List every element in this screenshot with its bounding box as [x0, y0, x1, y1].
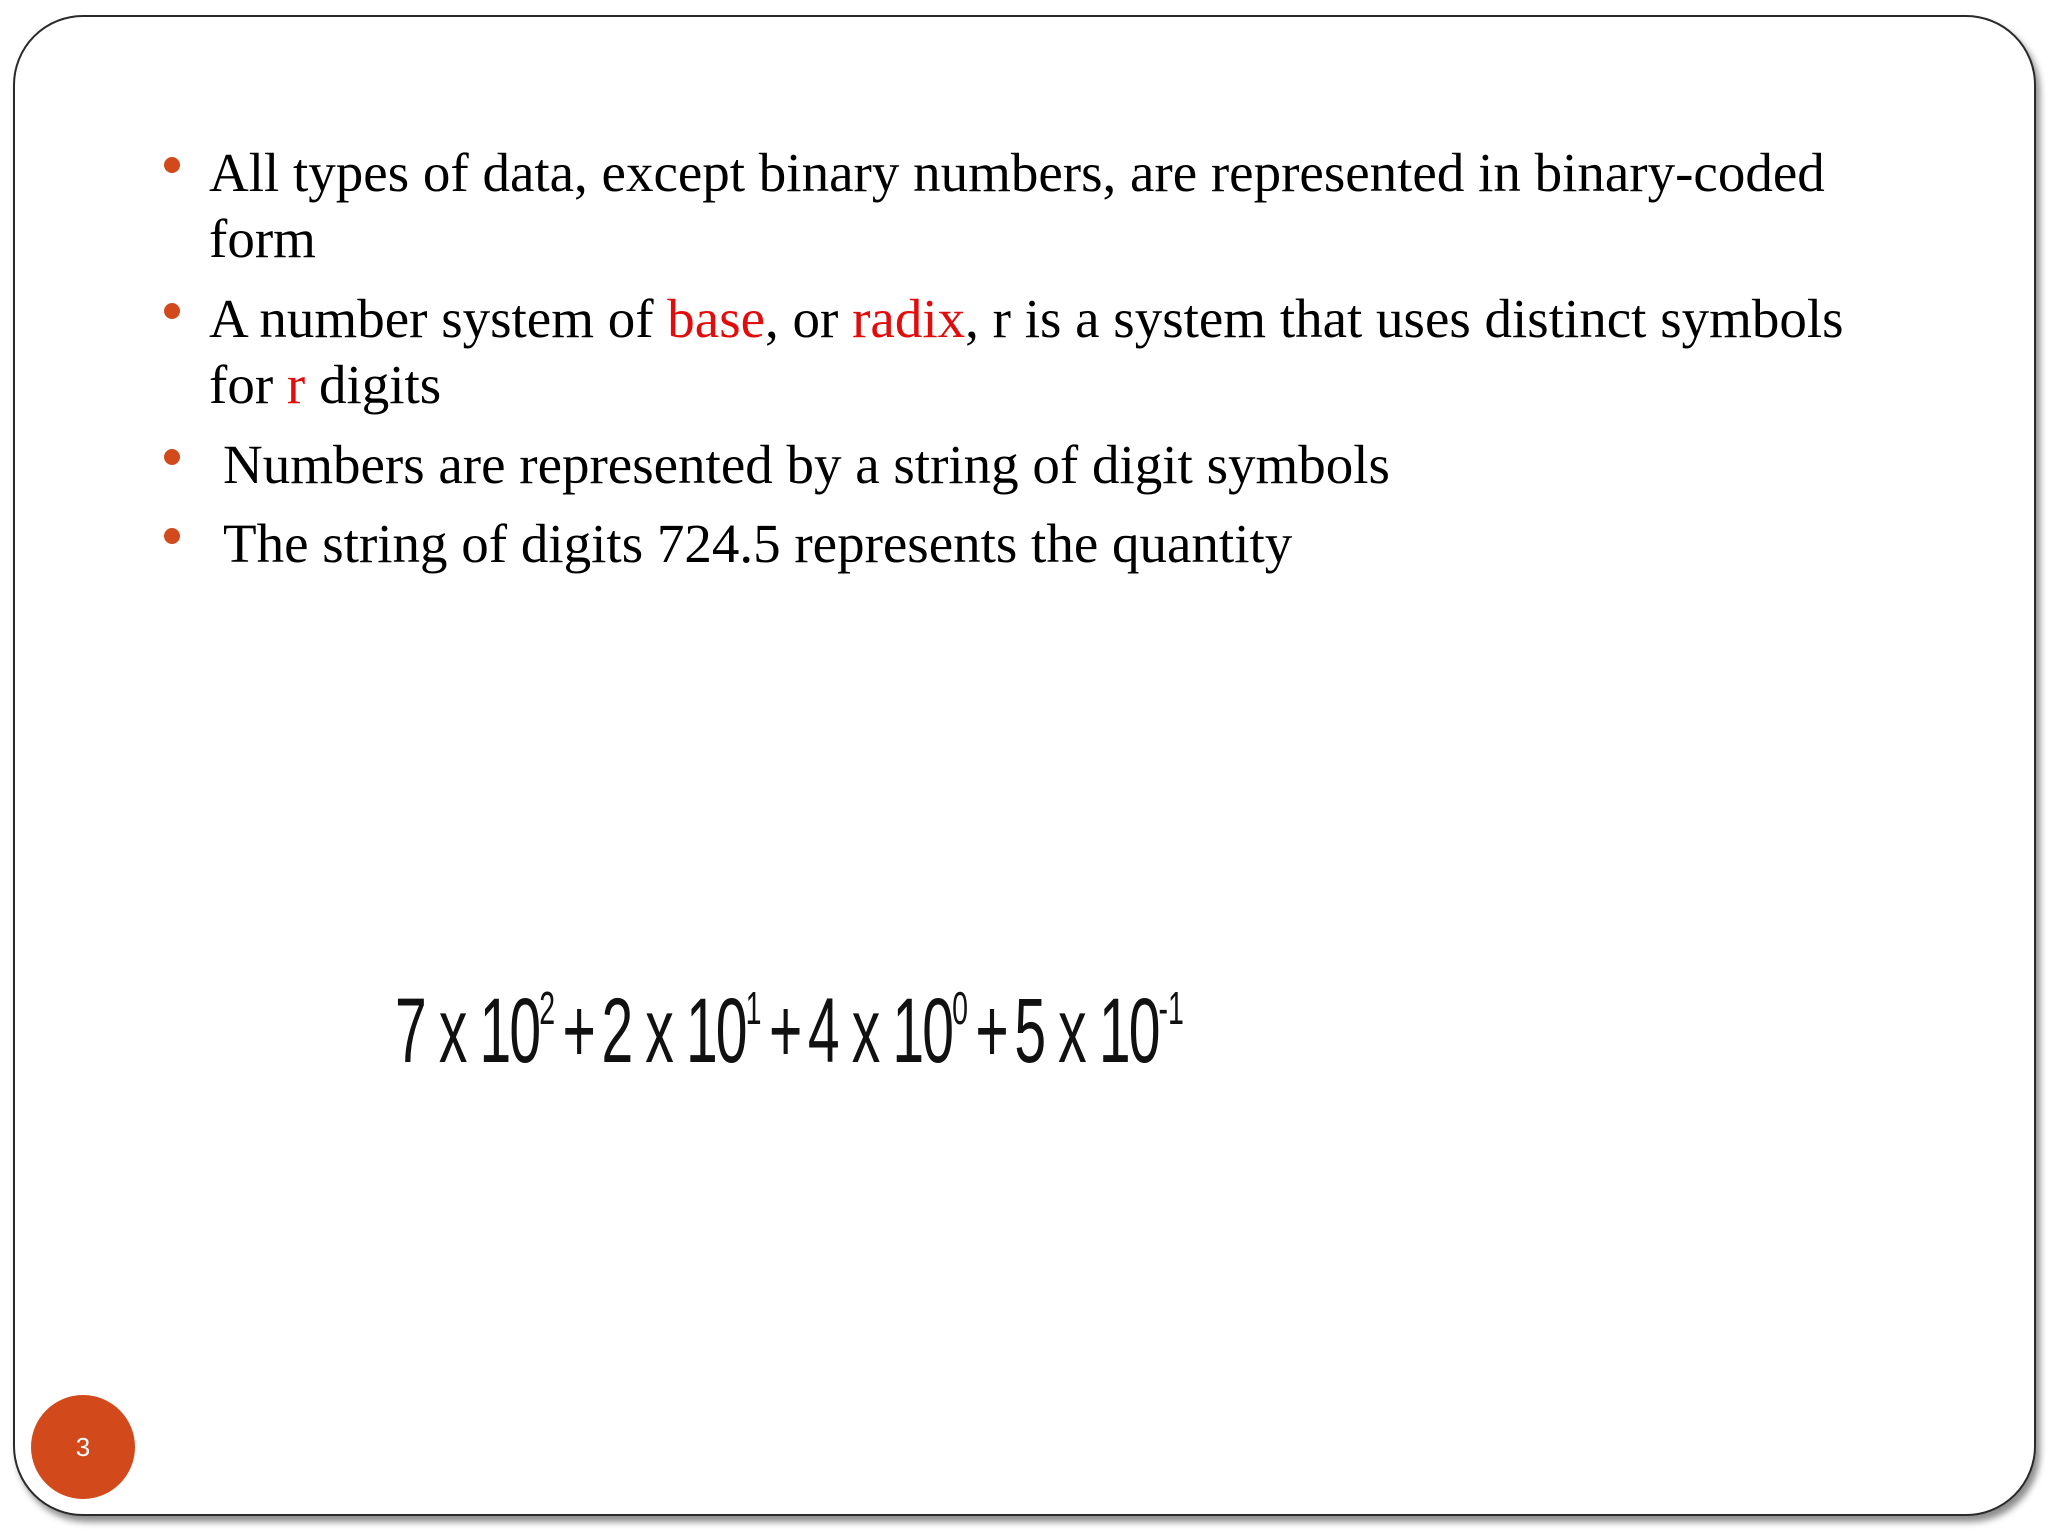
equation-term: 5 x $10^{-1}$	[1014, 980, 1184, 1082]
bullet-dot-icon	[164, 157, 180, 173]
bullet-text: Numbers are represented by a string of digit symbols	[223, 434, 1390, 495]
bullet-text: All types of data, except binary numbers, are represented in binary-coded form	[209, 142, 1825, 269]
highlight-term-r: r	[286, 354, 306, 415]
equation-term: 2 x $10^1$	[601, 980, 762, 1082]
equation-term: 4 x $10^0$	[807, 980, 968, 1082]
bullet-text	[209, 288, 1844, 415]
bullet-dot-icon	[164, 528, 180, 544]
bullet-dot-icon	[164, 449, 180, 465]
expansion-equation	[395, 980, 1184, 1082]
plus-sign: +	[768, 980, 801, 1082]
plus-sign: +	[975, 980, 1007, 1082]
bullet-item	[157, 140, 1917, 272]
text-segment: , or	[765, 288, 853, 349]
text-segment: A number system of	[209, 288, 668, 349]
bullet-dot-icon	[164, 303, 180, 319]
text-segment: digits	[305, 354, 442, 415]
equation-term: 7 x $10^2$	[395, 980, 556, 1082]
bullet-item	[157, 432, 1917, 498]
highlight-term-base: base	[667, 288, 766, 349]
bullet-list	[157, 140, 1917, 590]
bullet-item	[157, 286, 1917, 418]
bullet-text: The string of digits 724.5 represents the quantity	[223, 513, 1293, 574]
page-number-badge: 3	[31, 1395, 135, 1499]
bullet-item	[157, 511, 1917, 577]
text-segment: , r is a system that uses distinct symbols for	[209, 288, 1844, 415]
highlight-term-radix: radix	[852, 288, 966, 349]
plus-sign: +	[562, 980, 595, 1082]
